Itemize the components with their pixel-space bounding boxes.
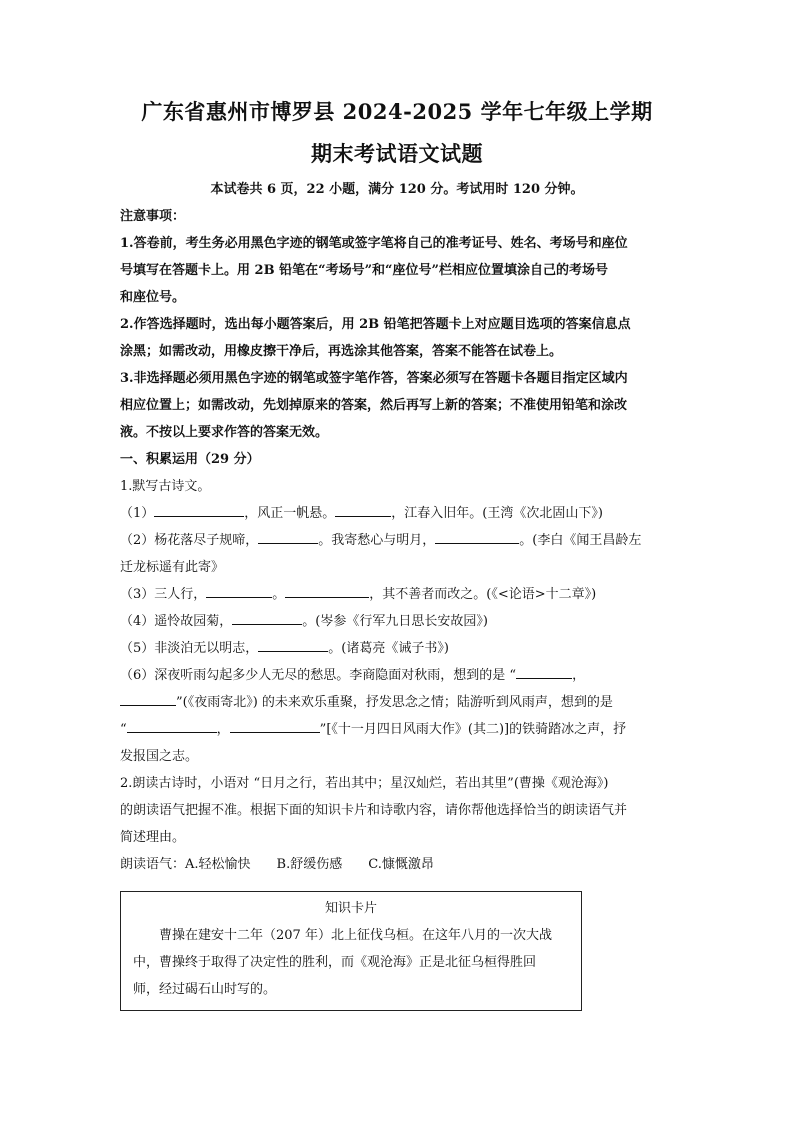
notice-item3-line2: 相应位置上；如需改动，先划掉原来的答案，然后再写上新的答案；不准使用铅笔和涂改 (120, 398, 628, 413)
q1-part3-source: ，其不善者而改之。(《<论语>十二章》) (369, 587, 597, 602)
q1-part1-source: ，江春入旧年。(王湾《次北固山下》) (391, 506, 603, 521)
notice-item1-line2: 号填写在答题卡上。用 2B 铅笔在“考场号”和“座位号”栏相应位置填涂自己的考场号 (120, 263, 608, 278)
knowledge-card-title: 知识卡片 (324, 901, 377, 916)
answer-blank[interactable] (230, 718, 320, 733)
answer-blank[interactable] (206, 583, 272, 598)
section1 (120, 446, 680, 878)
q1-part6 (120, 662, 680, 689)
section1-heading: 一、积累运用（29 分） (120, 452, 260, 467)
exam-title-line1: 广东省惠州市博罗县 2024-2025 学年七年级上学期 (141, 99, 653, 124)
q1-part5 (120, 635, 680, 662)
answer-blank[interactable] (258, 529, 318, 544)
notice-item1-line1: 1.答卷前，考生务必用黑色字迹的钢笔或签字笔将自己的准考证号、姓名、考场号和座位 (120, 236, 628, 251)
answer-blank[interactable] (435, 529, 519, 544)
q2-options-label: 朗读语气： (120, 857, 186, 872)
q2-options (120, 851, 680, 878)
knowledge-card (120, 891, 582, 1011)
answer-blank[interactable] (335, 502, 391, 517)
q1-part2-text: （2）杨花落尽子规啼， (120, 533, 259, 548)
q1-part6-text: （6）深夜听雨勾起多少人无尽的愁思。李商隐面对秋雨，想到的是 “ (120, 668, 517, 683)
q1-part1 (120, 500, 680, 527)
knowledge-card-line2: 中，曹操终于取得了决定性的胜利，而《观沧海》正是北征乌桓得胜回 (133, 955, 537, 970)
answer-blank[interactable] (127, 718, 217, 733)
notice-item3-line3: 液。不按以上要求作答的答案无效。 (120, 425, 329, 440)
q1-part3-text: （3）三人行， (120, 587, 207, 602)
q1-part2-text2: 。我寄愁心与明月， (318, 533, 436, 548)
q1-part6-text3: ”[《十一月四日风雨大作》(其二)]的铁骑踏冰之声，抒 (319, 722, 627, 737)
q1-part2 (120, 527, 680, 554)
q1-part5-text: （5）非淡泊无以明志， (120, 641, 259, 656)
knowledge-card-body (121, 922, 581, 1003)
answer-blank[interactable] (120, 691, 176, 706)
notice-heading: 注意事项： (120, 209, 186, 224)
q2-line3: 简述理由。 (120, 830, 186, 845)
q1-part3-text2: 。 (272, 587, 286, 602)
q2-line1: 2.朗读古诗时，小语对 “日月之行，若出其中；星汉灿烂，若出其里”(曹操《观沧海》) (120, 776, 609, 791)
q1-part2-cont: 迁龙标遥有此寄》 (120, 560, 225, 575)
exam-subtitle: 本试卷共 6 页，22 小题，满分 120 分。考试用时 120 分钟。 (210, 182, 584, 197)
q2-option-b[interactable]: B.舒缓伤感 (276, 857, 343, 872)
q1-part4-text: （4）遥怜故园菊， (120, 614, 233, 629)
q1-part1-label: （1） (120, 506, 155, 521)
q1-part4 (120, 608, 680, 635)
q2-line2: 的朗读语气把握不准。根据下面的知识卡片和诗歌内容，请你帮他选择恰当的朗读语气并 (120, 803, 628, 818)
notice-item1-line3: 和座位号。 (120, 290, 186, 305)
q1-part6-quote: “ (120, 722, 127, 737)
knowledge-card-line3: 师，经过碣石山时写的。 (133, 982, 277, 997)
q1-part4-source: 。(岑参《行军九日思长安故园》) (302, 614, 488, 629)
answer-blank[interactable] (154, 502, 244, 517)
q1-part6-line4: 发报国之志。 (120, 749, 199, 764)
notice-item2-line2: 涂黑；如需改动，用橡皮擦干净后，再选涂其他答案，答案不能答在试卷上。 (120, 344, 563, 359)
q1-part5-source: 。(诸葛亮《诫子书》) (328, 641, 449, 656)
q1-part6-line2 (120, 689, 680, 716)
notice-item3-line1: 3.非选择题必须用黑色字迹的钢笔或签字笔作答，答案必须写在答题卡各题目指定区域内 (120, 371, 628, 386)
q1-part6-comma: ， (572, 668, 586, 683)
q1-part3 (120, 581, 680, 608)
answer-blank[interactable] (258, 637, 328, 652)
q1-stem: 1.默写古诗文。 (120, 479, 211, 494)
q2-option-c[interactable]: C.慷慨激昂 (368, 857, 434, 872)
exam-title-line2: 期末考试语文试题 (311, 141, 483, 166)
q1-part6-line3 (120, 716, 680, 743)
answer-blank[interactable] (232, 610, 302, 625)
q1-part6-text2: ”(《夜雨寄北》) 的未来欢乐重聚，抒发思念之情；陆游听到风雨声，想到的是 (176, 695, 613, 710)
q1-part2-source: 。(李白《闻王昌龄左 (519, 533, 642, 548)
q1-part6-comma2: ， (216, 722, 230, 737)
knowledge-card-line1: 曹操在建安十二年（207 年）北上征伐乌桓。在这年八月的一次大战 (159, 928, 552, 943)
notice-section (120, 203, 680, 446)
q2-option-a[interactable]: A.轻松愉快 (185, 857, 251, 872)
answer-blank[interactable] (285, 583, 369, 598)
notice-item2-line1: 2.作答选择题时，选出每小题答案后，用 2B 铅笔把答题卡上对应题目选项的答案信息点 (120, 317, 631, 332)
answer-blank[interactable] (516, 664, 572, 679)
q1-part1-text: ，风正一帆悬。 (244, 506, 336, 521)
